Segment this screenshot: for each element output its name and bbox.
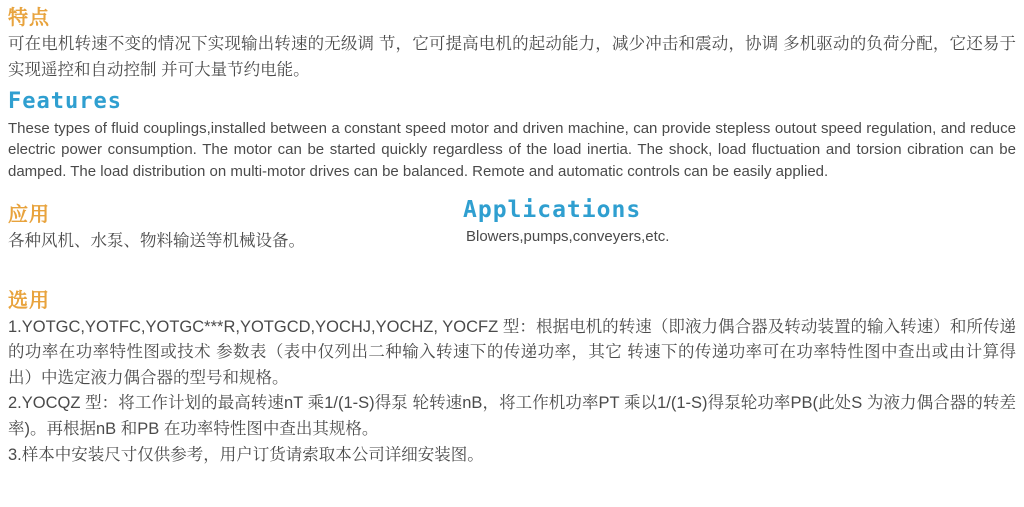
features-cn-paragraph: 可在电机转速不变的情况下实现输出转速的无级调 节，它可提高电机的起动能力，减少冲击和震动，协调 多机驱动的负荷分配，它还易于实现遥控和自动控制 并可大量节约电能。	[8, 35, 1016, 79]
features-cn-heading: 特点	[8, 7, 50, 29]
selection-section	[8, 289, 1016, 468]
selection-item: 3.样本中安装尺寸仅供参考，用户订货请索取本公司详细安装图。	[8, 445, 484, 464]
applications-en-block	[463, 197, 1003, 248]
applications-cn-heading: 应用	[8, 203, 50, 226]
applications-en-heading: Applications	[463, 196, 642, 223]
features-cn-section	[8, 6, 1016, 83]
applications-en-paragraph: Blowers,pumps,conveyers,etc.	[466, 228, 670, 246]
features-en-paragraph: These types of fluid couplings,installed between a constant speed motor and driven machine, can provide stepless outout speed regulation, and reduce electric power consumption. The motor can be started quickly regardless of the load inertia. The shock, load fluctuation and torsion cibration can be damped. The load distribution on multi-motor drives can be balanced. Remote and automatic controls can be easily applied.	[8, 119, 1016, 181]
selection-cn-heading: 选用	[8, 289, 50, 312]
applications-cn-block	[8, 203, 458, 255]
applications-cn-paragraph: 各种风机、水泵、物料输送等机械设备。	[8, 231, 305, 250]
selection-item: 2.YOCQZ 型：将工作计划的最高转速nT 乘1/(1-S)得泵 轮转速nB，将工作机功率PT 乘以1/(1-S)得泵轮功率PB(此处S 为液力偶合器的转差率)。再根据nB 和PB 在功率特性图中查出其规格。	[8, 394, 1016, 439]
applications-section	[8, 196, 1016, 275]
selection-item: 1.YOTGC,YOTFC,YOTGC***R,YOTGCD,YOCHJ,YOCHZ, YOCFZ 型：根据电机的转速（即液力偶合器及转动装置的输入转速）和所传递的功率在功率特性图或技术 参数表（表中仅列出二种输入转速下的传递功率，其它 转速下的传递功率可在功率特性图中查出或由计算得 出）中选定液力偶合器的型号和规格。	[8, 317, 1016, 387]
features-en-heading: Features	[8, 89, 122, 115]
features-en-section	[8, 89, 1016, 183]
